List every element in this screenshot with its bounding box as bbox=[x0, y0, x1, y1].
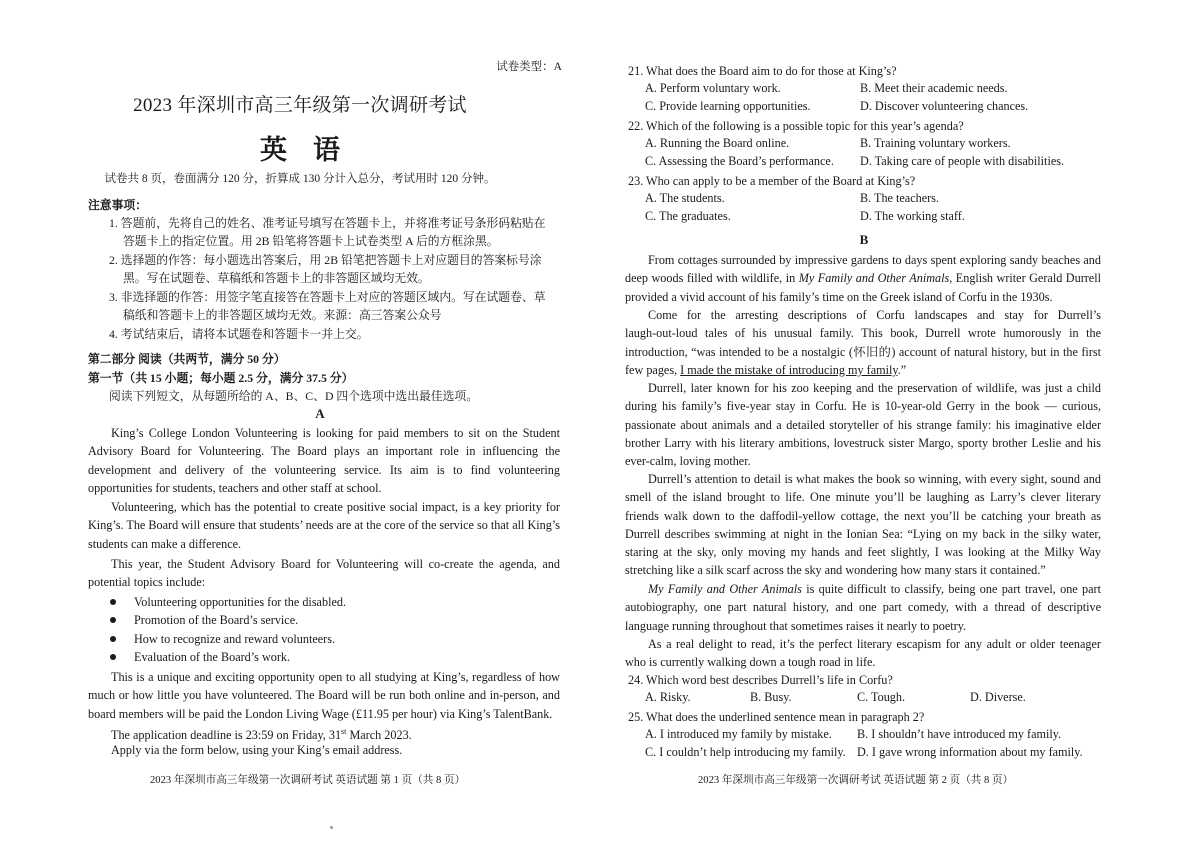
passage-b-paragraph-4 bbox=[625, 470, 1101, 580]
subject-title: 英语 bbox=[260, 135, 366, 165]
passage-a-p1-line-1: King’s College London Volunteering is looking for paid members to sit on the Student bbox=[111, 426, 560, 440]
passage-b-paragraph-2 bbox=[625, 306, 1101, 379]
passage-a-p2-line-2: King’s. The Board will ensure that students’ needs are at the core of the service so that all King’s bbox=[88, 518, 560, 533]
passage-a-paragraph-1 bbox=[88, 424, 560, 497]
passage-b-p3-line-3: passionate about animals and a detailed storyteller of his strange family: his imaginative elder bbox=[625, 417, 1101, 432]
q23-option-c: C. The graduates. bbox=[645, 209, 731, 223]
passage-a-p3-line-1: This year, the Student Advisory Board for Volunteering will co-create the agenda, and bbox=[111, 557, 560, 571]
passage-b-p4-line-3: friends walk down to the daffodil-yellow cottage, the next you’ll be catching your breath as bbox=[625, 508, 1101, 523]
passage-b-p4-line-1: Durrell’s attention to detail is what makes the book so winning, with every sight, sound and bbox=[648, 472, 1101, 486]
q23-stem: 23. Who can apply to be a member of the Board at King’s? bbox=[628, 174, 916, 188]
bullet-item: Volunteering opportunities for the disabled. bbox=[110, 593, 346, 611]
note-3-line-1: 3. 非选择题的作答：用签字笔直接答在答题卡上对应的答题区域内。写在试题卷、草 bbox=[109, 290, 546, 304]
passage-a-p1-line-2: Advisory Board for Volunteering. The Board plays an important role in influencing the bbox=[88, 444, 560, 459]
passage-b-p6-line-2: who is currently walking down a tough road in life. bbox=[625, 655, 876, 670]
part2-title: 第二部分 阅读（共两节，满分 50 分） bbox=[88, 352, 286, 366]
q22-option-c: C. Assessing the Board’s performance. bbox=[645, 154, 834, 168]
bullet-dot-icon bbox=[110, 617, 116, 623]
passage-b-p4-line-2: smell of the island brought to life. One minute you’ll be laughing as Larry’s clever literary bbox=[625, 490, 1101, 505]
notes-title: 注意事项： bbox=[88, 198, 147, 212]
note-2-line-1: 2. 选择题的作答：每小题选出答案后，用 2B 铅笔把答题卡上对应题目的答案标号涂 bbox=[109, 253, 542, 267]
passage-b-p1-line-2: deep woods filled with wildlife, in My Family and Other Animals, English writer Gerald Durrell bbox=[625, 271, 1101, 286]
passage-b-label: B bbox=[859, 232, 869, 247]
q25-option-d: D. I gave wrong information about my family. bbox=[857, 745, 1083, 759]
passage-b-p5-line-3: language running throughout that sometimes raises it nearly to poetry. bbox=[625, 618, 967, 633]
q25-option-c: C. I couldn’t help introducing my family. bbox=[645, 745, 846, 759]
q22-option-b: B. Training voluntary workers. bbox=[860, 136, 1011, 150]
passage-a-p2-line-3: students can make a difference. bbox=[88, 536, 242, 551]
q24-stem: 24. Which word best describes Durrell’s life in Corfu? bbox=[628, 673, 893, 687]
q23-option-a: A. The students. bbox=[645, 191, 725, 205]
q22-stem: 22. Which of the following is a possible topic for this year’s agenda? bbox=[628, 119, 964, 133]
q24-option-d: D. Diverse. bbox=[970, 690, 1026, 704]
note-4: 4. 考试结束后，请将本试题卷和答题卡一并上交。 bbox=[109, 327, 369, 341]
passage-b-p3-line-5: ever-calm, loving mother. bbox=[625, 454, 751, 469]
q21-option-a: A. Perform voluntary work. bbox=[645, 81, 781, 95]
passage-a-label: A bbox=[315, 406, 325, 421]
passage-a-p4-line-2: much or how little you have volunteered. The Board will be run both online and in-person, and bbox=[88, 688, 560, 703]
bullet-dot-icon bbox=[110, 636, 116, 642]
passage-b-p2-line-3: introduction, “was intended to be a nostalgic (怀旧的) account of natural history, but in the first bbox=[625, 344, 1101, 359]
passage-b-p3-line-4: brother Larry with his literary ambitions, lovestruck sister Margo, sporty brother Leslie and his bbox=[625, 435, 1101, 450]
exam-type: 试卷类型：A bbox=[496, 61, 562, 73]
q21-stem: 21. What does the Board aim to do for those at King’s? bbox=[628, 64, 897, 78]
passage-b-paragraph-3 bbox=[625, 379, 1101, 470]
exam-info: 试卷共 8 页，卷面满分 120 分，折算成 130 分计入总分，考试用时 120 分钟。 bbox=[104, 173, 496, 185]
note-2-line-2: 黑。写在试题卷、草稿纸和答题卡上的非答题区域均无效。 bbox=[123, 271, 430, 285]
page-2-footer: 2023 年深圳市高三年级第一次调研考试 英语试题 第 2 页（共 8 页） bbox=[698, 775, 1014, 786]
q24-option-b: B. Busy. bbox=[750, 690, 792, 704]
section1-instructions: 阅读下列短文，从每题所给的 A、B、C、D 四个选项中选出最佳选项。 bbox=[109, 389, 478, 403]
passage-b-p5-line-2: autobiography, one part natural history, and one part comedy, with a thread of descriptive bbox=[625, 600, 1101, 615]
q22-option-a: A. Running the Board online. bbox=[645, 136, 790, 150]
q25-option-a: A. I introduced my family by mistake. bbox=[645, 727, 832, 741]
application-deadline: The application deadline is 23:59 on Friday, 31st March 2023. bbox=[111, 727, 412, 743]
bullet-dot-icon bbox=[110, 654, 116, 660]
q23-option-b: B. The teachers. bbox=[860, 191, 939, 205]
q25-stem: 25. What does the underlined sentence mean in paragraph 2? bbox=[628, 710, 925, 724]
passage-a-paragraph-3 bbox=[88, 555, 560, 592]
passage-b-paragraph-6 bbox=[625, 635, 1101, 672]
passage-b-p3-line-1: Durrell, later known for his zoo keeping and the preservation of wildlife, was just a child bbox=[648, 381, 1101, 395]
q24-option-c: C. Tough. bbox=[857, 690, 906, 704]
bullet-item: How to recognize and reward volunteers. bbox=[110, 630, 335, 648]
right-page bbox=[600, 0, 1200, 848]
q25-option-b: B. I shouldn’t have introduced my family. bbox=[857, 727, 1062, 741]
passage-a-paragraph-4 bbox=[88, 668, 560, 723]
passage-a-p4-line-1: This is a unique and exciting opportunity open to all studying at King’s, regardless of how bbox=[111, 670, 560, 684]
passage-a-p1-line-4: opportunities for students, teachers and other staff at school. bbox=[88, 480, 382, 495]
passage-a-paragraph-2 bbox=[88, 498, 560, 553]
passage-b-p2-line-1: Come for the arresting descriptions of Corfu landscapes and stay for Durrell’s bbox=[648, 308, 1101, 322]
bullet-item: Promotion of the Board’s service. bbox=[110, 611, 298, 629]
passage-a-p4-line-3: board members will be paid the London Living Wage (£11.95 per hour) via King’s TalentBank. bbox=[88, 706, 553, 721]
passage-b-p2-line-2: laugh-out-loud tales of his unusual family. This book, Durrell wrote humorously in the bbox=[625, 326, 1101, 341]
passage-b-p4-line-4: Durrell describes swimming at night in the Ionian Sea: “Lying on my back in the silky water, bbox=[625, 526, 1101, 541]
q21-option-c: C. Provide learning opportunities. bbox=[645, 99, 811, 113]
passage-b-p4-line-5: staring at the sky, only moving my hands and feet slightly, I was looking at the Milky Way bbox=[625, 545, 1101, 560]
note-1-line-1: 1. 答题前，先将自己的姓名、准考证号填写在答题卡上，并将准考证号条形码粘贴在 bbox=[109, 216, 546, 230]
bullet-item: Evaluation of the Board’s work. bbox=[110, 648, 290, 666]
passage-b-p6-line-1: As a real delight to read, it’s the perfect literary escapism for any adult or older teenager bbox=[648, 637, 1101, 651]
q24-option-a: A. Risky. bbox=[645, 690, 691, 704]
note-3-line-2: 稿纸和答题卡上的非答题区域均无效。来源：高三答案公众号 bbox=[123, 308, 442, 322]
section1-title: 第一节（共 15 小题；每小题 2.5 分，满分 37.5 分） bbox=[88, 371, 354, 385]
passage-a-p1-line-3: development and delivery of the volunteering service. Its aim is to find volunteering bbox=[88, 462, 560, 477]
passage-a-p2-line-1: Volunteering, which has the potential to create positive social impact, is a key priority for bbox=[111, 500, 560, 514]
bullet-dot-icon bbox=[110, 599, 116, 605]
underlined-sentence: I made the mistake of introducing my family bbox=[680, 362, 898, 377]
q22-option-d: D. Taking care of people with disabilities. bbox=[860, 154, 1065, 168]
q21-option-d: D. Discover volunteering chances. bbox=[860, 99, 1029, 113]
q23-option-d: D. The working staff. bbox=[860, 209, 965, 223]
passage-b-p3-line-2: during his family’s five-year stay in Corfu. He is 10-year-old Gerry in the book — curious, bbox=[625, 399, 1101, 414]
passage-b-paragraph-1 bbox=[625, 251, 1101, 306]
passage-b-p5-line-1: My Family and Other Animals is quite difficult to classify, being one part travel, one part bbox=[648, 582, 1101, 596]
scan-speck bbox=[330, 826, 333, 829]
note-1-line-2: 答题卡上的指定位置。用 2B 铅笔将答题卡上试卷类型 A 后的方框涂黑。 bbox=[123, 234, 499, 248]
passage-b-p2-line-4: few pages, I made the mistake of introducing my family.” bbox=[625, 362, 907, 377]
apply-instructions: Apply via the form below, using your King’s email address. bbox=[111, 743, 403, 757]
q21-option-b: B. Meet their academic needs. bbox=[860, 81, 1008, 95]
passage-b-p4-line-6: stretching like a silk scarf across the sky and wondering how many stars it contained.” bbox=[625, 563, 1046, 578]
passage-a-p3-line-2: potential topics include: bbox=[88, 575, 206, 590]
exam-title: 2023 年深圳市高三年级第一次调研考试 bbox=[133, 95, 467, 116]
page-1-footer: 2023 年深圳市高三年级第一次调研考试 英语试题 第 1 页（共 8 页） bbox=[150, 775, 466, 786]
passage-b-p1-line-3: provided a vivid account of his family’s time on the Greek island of Corfu in the 1930s. bbox=[625, 289, 1053, 304]
passage-b-paragraph-5 bbox=[625, 580, 1101, 635]
passage-b-p1-line-1: From cottages surrounded by impressive gardens to days spent exploring sandy beaches and bbox=[648, 253, 1101, 267]
